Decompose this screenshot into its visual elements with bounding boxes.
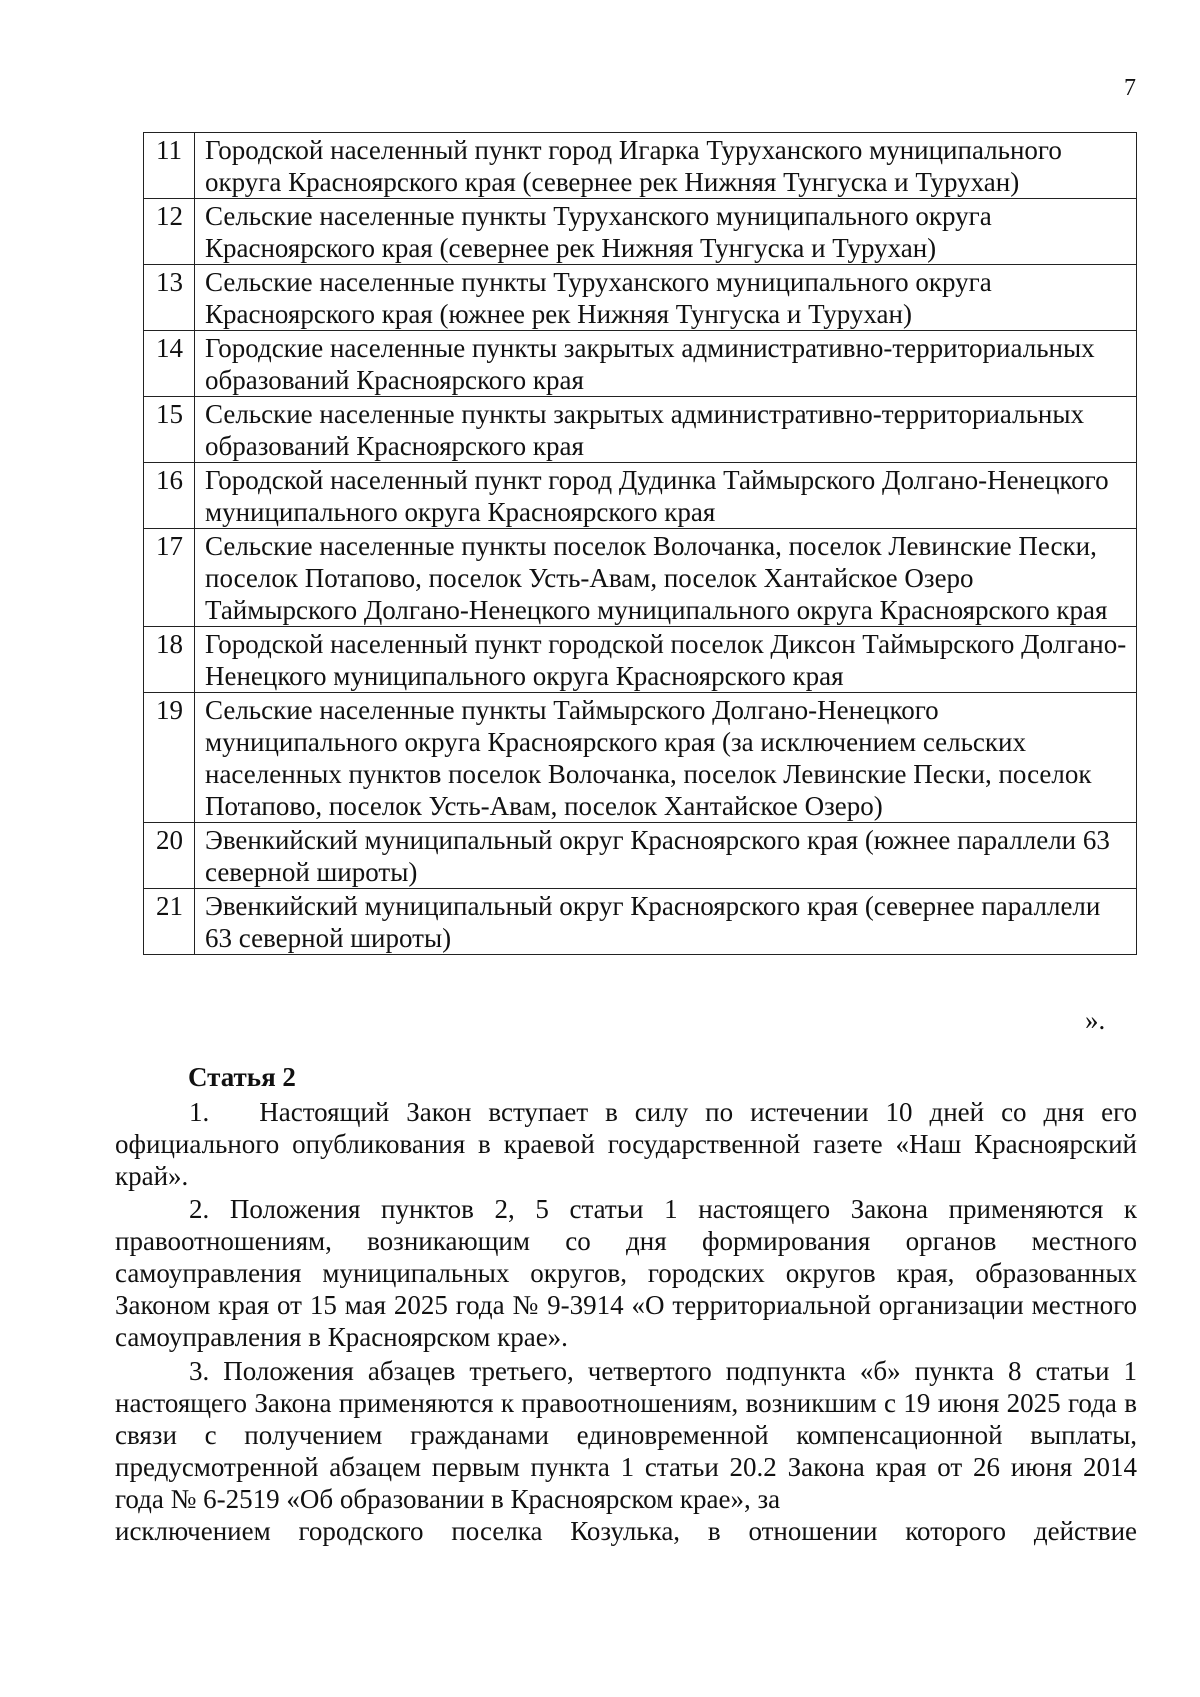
- row-text: Сельские населенные пункты Туруханского муниципального округа Красноярского края (севернее рек Нижняя Тунгуска и Турухан): [195, 199, 1137, 265]
- row-number: 20: [144, 823, 195, 889]
- row-number: 13: [144, 265, 195, 331]
- article-paragraph-1: [115, 1096, 1137, 1192]
- paragraph-last-line: исключением городского поселка Козулька, в отношении которого действие: [115, 1516, 1137, 1546]
- row-text: Городской населенный пункт городской поселок Диксон Таймырского Долгано-Ненецкого муниципального округа Красноярского края: [195, 627, 1137, 693]
- row-text: Эвенкийский муниципальный округ Красноярского края (южнее параллели 63 северной широты): [195, 823, 1137, 889]
- page-number: 7: [1124, 75, 1136, 101]
- table-row: [144, 463, 1137, 529]
- regions-table: [143, 132, 1137, 955]
- table-row: [144, 265, 1137, 331]
- table-row: [144, 627, 1137, 693]
- regions-table-body: [144, 133, 1137, 955]
- row-number: 16: [144, 463, 195, 529]
- table-row: [144, 889, 1137, 955]
- paragraph-text: 3. Положения абзацев третьего, четвертого подпункта «б» пункта 8 статьи 1 настоящего Закона применяются к правоотношениям, возникшим с 19 июня 2025 года в связи с получением гражданами единовременной компенсационной выплаты, предусмотренной абзацем первым пункта 1 статьи 20.2 Закона края от 26 июня 2014 года № 6-2519 «Об образовании в Красноярском крае», за: [115, 1356, 1137, 1514]
- table-row: [144, 693, 1137, 823]
- paragraph-number: 1.: [189, 1097, 210, 1127]
- row-text: Городские населенные пункты закрытых административно-территориальных образований Красноярского края: [195, 331, 1137, 397]
- row-number: 17: [144, 529, 195, 627]
- row-number: 21: [144, 889, 195, 955]
- article-title: Статья 2: [188, 1062, 296, 1092]
- row-number: 11: [144, 133, 195, 199]
- table-row: [144, 529, 1137, 627]
- row-text: Сельские населенные пункты Туруханского муниципального округа Красноярского края (южнее рек Нижняя Тунгуска и Турухан): [195, 265, 1137, 331]
- row-number: 15: [144, 397, 195, 463]
- paragraph-text: Настоящий Закон вступает в силу по истечении 10 дней со дня его официального опубликования в краевой государственной газете «Наш Красноярский край».: [115, 1097, 1137, 1191]
- table-row: [144, 133, 1137, 199]
- table-row: [144, 199, 1137, 265]
- row-text: Сельские населенные пункты закрытых административно-территориальных образований Красноярского края: [195, 397, 1137, 463]
- row-number: 12: [144, 199, 195, 265]
- table-row: [144, 823, 1137, 889]
- row-text: Сельские населенные пункты поселок Волочанка, поселок Левинские Пески, поселок Потапово, поселок Усть-Авам, поселок Хантайское Озеро Таймырского Долгано-Ненецкого муниципального округа Красноярского края: [195, 529, 1137, 627]
- row-text: Городской населенный пункт город Дудинка Таймырского Долгано-Ненецкого муниципального округа Красноярского края: [195, 463, 1137, 529]
- table-row: [144, 331, 1137, 397]
- closing-quote: ».: [1085, 1005, 1106, 1035]
- article-paragraph-2: 2. Положения пунктов 2, 5 статьи 1 настоящего Закона применяются к правоотношениям, возникающим со дня формирования органов местного самоуправления муниципальных округов, городских округов края, образованных Законом края от 15 мая 2025 года № 9-3914 «О территориальной организации местного самоуправления в Красноярском крае».: [115, 1194, 1137, 1352]
- row-number: 14: [144, 331, 195, 397]
- row-text: Сельские населенные пункты Таймырского Долгано-Ненецкого муниципального округа Красноярского края (за исключением сельских населенных пунктов поселок Волочанка, поселок Левинские Пески, поселок Потапово, поселок Усть-Авам, поселок Хантайское Озеро): [195, 693, 1137, 823]
- article-paragraph-3: [115, 1355, 1137, 1547]
- table-row: [144, 397, 1137, 463]
- row-number: 18: [144, 627, 195, 693]
- row-text: Эвенкийский муниципальный округ Красноярского края (севернее параллели 63 северной широты): [195, 889, 1137, 955]
- row-text: Городской населенный пункт город Игарка Туруханского муниципального округа Красноярского края (севернее рек Нижняя Тунгуска и Турухан): [195, 133, 1137, 199]
- row-number: 19: [144, 693, 195, 823]
